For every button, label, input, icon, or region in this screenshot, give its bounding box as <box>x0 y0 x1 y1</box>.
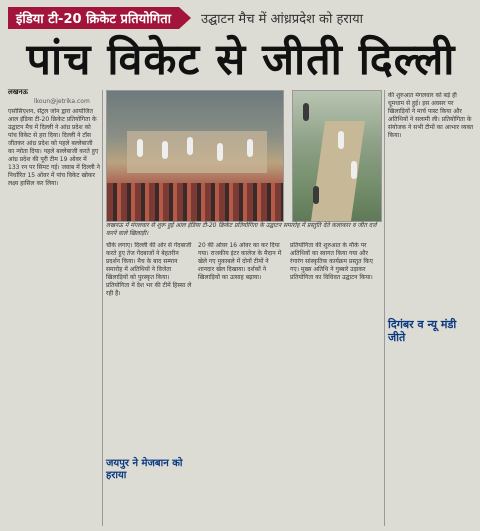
performer-figure <box>162 141 168 159</box>
player-figure <box>351 161 357 179</box>
digamber-subheading: दिगंबर व न्यू मंडी जीते <box>388 318 457 344</box>
subheadline: उद्घाटन मैच में आंध्रप्रदेश को हराया <box>201 12 364 27</box>
jaipur-subheading: जयपुर ने मेजबान को हराया <box>106 458 183 481</box>
column-divider <box>102 90 103 526</box>
player-figure <box>313 186 319 204</box>
column-divider <box>384 90 385 526</box>
match-photo <box>292 90 382 222</box>
column-2-text: चौके लगाए। दिल्ली की ओर से गेंदबाजी करते हुए तेज गेंदबाजों ने बेहतरीन प्रदर्शन किया। मैच के बाद सम्मान समारोह में अतिथियों ने विजेता खिलाड़ियों को पुरस्कृत किया। प्रतियोगिता में देश भर की टीमें हिस्सा ले रही हैं। <box>106 242 192 297</box>
article-column-2 <box>106 242 192 526</box>
kicker-label: इंडिया टी-20 क्रिकेट प्रतियोगिता <box>8 7 179 29</box>
article-column-1 <box>8 108 100 526</box>
performer-figure <box>137 139 143 157</box>
ceremony-photo <box>106 90 284 222</box>
performer-figure <box>247 139 253 157</box>
performer-figure <box>187 137 193 155</box>
kicker-row <box>8 7 474 29</box>
article-column-4 <box>290 242 378 526</box>
column-4-text: प्रतियोगिता की शुरुआत के मौके पर अतिथियों का स्वागत किया गया और रंगारंग सांस्कृतिक कार्यक्रम प्रस्तुत किए गए। मुख्य अतिथि ने गुब्बारे उड़ाकर प्रतियोगिता का विधिवत उद्घाटन किया। <box>290 242 373 281</box>
article-column-3 <box>198 242 282 526</box>
photo-caption: लखनऊ में मंगलवार से शुरू हुई आल इंडिया टी-20 क्रिकेट प्रतियोगिता के उद्घाटन समारोह में प्रस्तुति देते कलाकार व जीत दर्ज करने वाले खिलाड़ी। <box>106 222 377 237</box>
player-figure <box>338 131 344 149</box>
column-1-text: एसोसिएशन, सेंट्रल जोन द्वारा आयोजित आल इंडिया टी-20 क्रिकेट प्रतियोगिता के उद्घाटन मैच में दिल्ली ने आंध्र प्रदेश को पांच विकेट से हरा दिया। दिल्ली ने टॉस जीतकर आंध्र प्रदेश को पहले बल्लेबाजी का न्योता दिया। पहले बल्लेबाजी करते हुए आंध्र प्रदेश की पूरी टीम 19 ओवर में 133 रन पर सिमट गई। जवाब में दिल्ली ने निर्धारित 15 ओवर में पांच विकेट खोकर लक्ष्य हासिल कर लिया। <box>8 108 100 187</box>
kicker-arrow-icon <box>179 7 191 29</box>
performer-figure <box>217 143 223 161</box>
column-5-text: की शुरुआत मंगलवार को बड़े ही धूमधाम से हुई। इस अवसर पर खिलाड़ियों ने मार्च पास्ट किया और अतिथियों ने सलामी ली। प्रतियोगिता के संयोजक ने सभी टीमों का आभार व्यक्त किया। <box>388 92 474 139</box>
crowd-shape <box>107 183 283 221</box>
player-figure <box>303 103 309 121</box>
stage-shape <box>127 131 267 173</box>
dateline: लखनऊ <box>8 88 28 96</box>
byline-credit: lkoun@jetrika.com <box>34 98 90 105</box>
column-3-text: 20 की ओवर 16 ओवर का कर दिया गया। राजकीय इंटर कालेज के मैदान में खेले गए मुकाबले में दोनों टीमों ने शानदार खेल दिखाया। दर्शकों ने खिलाड़ियों का उत्साह बढ़ाया। <box>198 242 282 281</box>
headline: पांच विकेट से जीती दिल्ली <box>26 35 456 85</box>
article-column-5 <box>388 92 474 392</box>
